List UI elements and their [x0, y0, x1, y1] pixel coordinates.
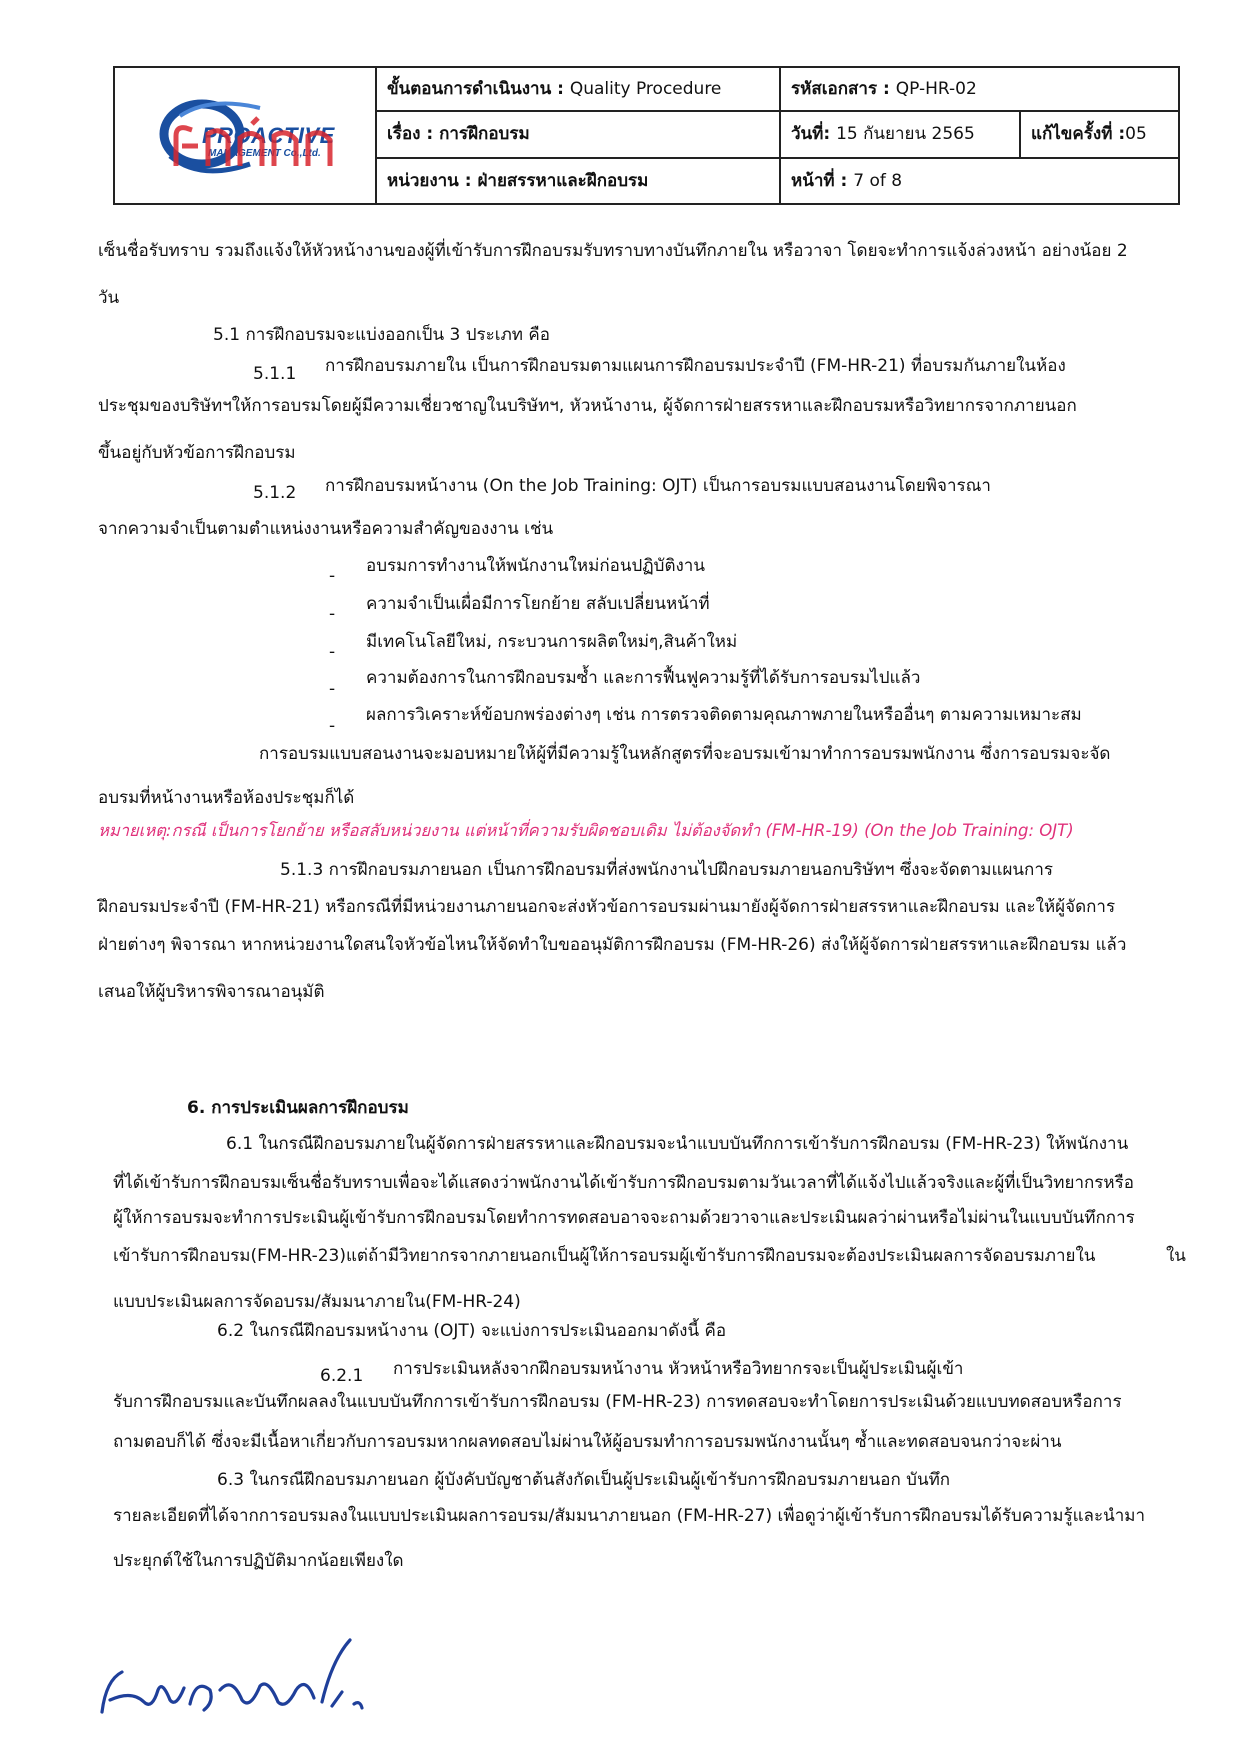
- revision-label: แก้ไขครั้งที่ :: [1031, 124, 1126, 145]
- bullet-mark: -: [329, 642, 336, 662]
- subject-label: เรื่อง :: [387, 124, 440, 145]
- company-logo: [140, 86, 350, 186]
- list-item: ผลการวิเคราะห์ข้อบกพร่องต่างๆ เช่น การตรวจติดตามคุณภาพภายในหรืออื่นๆ ตามความเหมาะสม: [366, 705, 1082, 725]
- list-item: ความจำเป็นเผื่อมีการโยกย้าย สลับเปลี่ยนหน้าที่: [366, 594, 710, 614]
- department-cell: [376, 158, 780, 204]
- paragraph-line: อบรมที่หน้างานหรือห้องประชุมก็ได้: [98, 788, 355, 808]
- paragraph-line: วัน: [98, 288, 120, 308]
- paragraph-line: ขึ้นอยู่กับหัวข้อการฝึกอบรม: [98, 443, 296, 463]
- paragraph-line: การฝึกอบรมภายใน เป็นการฝึกอบรมตามแผนการฝึกอบรมประจำปี (FM-HR-21) ที่อบรมกันภายในห้อง: [325, 356, 1066, 376]
- section-6-1-line: 6.1 ในกรณีฝึกอบรมภายในผู้จัดการฝ่ายสรรหาและฝึกอบรมจะนำแบบบันทึกการเข้ารับการฝึกอบรม (FM-HR-23) ให้พนักงาน: [226, 1134, 1129, 1154]
- paragraph-line: ที่ได้เข้ารับการฝึกอบรมเซ็นชื่อรับทราบเพื่อจะได้แสดงว่าพนักงานได้เข้ารับการฝึกอบรมตามวันเวลาที่ได้แจ้งไปแล้วจริงและผู้ที่เป็นวิทยากรหรือ: [113, 1173, 1134, 1193]
- doc-code-value: QP-HR-02: [895, 78, 977, 99]
- section-6-2-heading: 6.2 ในกรณีฝึกอบรมหน้างาน (OJT) จะแบ่งการประเมินออกมาดังนี้ คือ: [217, 1321, 727, 1341]
- doc-code-cell: [780, 67, 1179, 111]
- paragraph-line: การฝึกอบรมหน้างาน (On the Job Training: OJT) เป็นการอบรมแบบสอนงานโดยพิจารณา: [325, 476, 991, 496]
- section-5-1-1-number: 5.1.1: [253, 364, 297, 384]
- paragraph-line: ผู้ให้การอบรมจะทำการประเมินผู้เข้ารับการฝึกอบรมโดยทำการทดสอบอาจจะถามด้วยวาจาและประเมินผลว่าผ่านหรือไม่ผ่านในแบบบันทึกการ: [113, 1208, 1135, 1228]
- section-5-1-3-line: 5.1.3 การฝึกอบรมภายนอก เป็นการฝึกอบรมที่ส่งพนักงานไปฝึกอบรมภายนอกบริษัทฯ ซึ่งจะจัดตามแผนการ: [280, 860, 1054, 880]
- list-item: ความต้องการในการฝึกอบรมซ้ำ และการฟื้นฟูความรู้ที่ได้รับการอบรมไปแล้ว: [366, 668, 921, 688]
- procedure-cell: [376, 67, 780, 111]
- paragraph-line: ประยุกต์ใช้ในการปฏิบัติมากน้อยเพียงใด: [113, 1551, 404, 1571]
- paragraph-line: ถามตอบก็ได้ ซึ่งจะมีเนื้อหาเกี่ยวกับการอบรมหากผลทดสอบไม่ผ่านให้ผู้อบรมทำการอบรมพนักงานนั้นๆ ซ้ำและทดสอบจนกว่าจะผ่าน: [113, 1432, 1062, 1452]
- date-label: วันที่:: [791, 124, 837, 145]
- logo-subtext: MANAGEMENT Co.,Ltd.: [208, 147, 321, 159]
- paragraph-line: รับการฝึกอบรมและบันทึกผลลงในแบบบันทึกการเข้ารับการฝึกอบรม (FM-HR-23) การทดสอบจะทำโดยการประเมินด้วยแบบทดสอบหรือการ: [113, 1392, 1122, 1412]
- section-6-heading: 6. การประเมินผลการฝึกอบรม: [187, 1098, 409, 1118]
- department-label: หน่วยงาน :: [387, 170, 478, 191]
- section-5-1-2-number: 5.1.2: [253, 483, 297, 503]
- doc-code-label: รหัสเอกสาร :: [791, 78, 896, 99]
- paragraph-line: รายละเอียดที่ได้จากการอบรมลงในแบบประเมินผลการอบรม/สัมมนาภายนอก (FM-HR-27) เพื่อดูว่าผู้เข้ารับการฝึกอบรมได้รับความรู้และนำมา: [113, 1506, 1146, 1526]
- department-value: ฝ่ายสรรหาและฝึกอบรม: [477, 170, 649, 191]
- paragraph-line: ใน: [1166, 1246, 1186, 1266]
- paragraph-line: ฝึกอบรมประจำปี (FM-HR-21) หรือกรณีที่มีหน่วยงานภายนอกจะส่งหัวข้อการอบรมผ่านมายังผู้จัดการฝ่ายสรรหาและฝึกอบรม และให้ผู้จัดการ: [98, 897, 1116, 917]
- logo-wordmark: PROACTIVE: [202, 122, 335, 148]
- remark-note: หมายเหตุ:กรณี เป็นการโยกย้าย หรือสลับหน่วยงาน แต่หน้าที่ความรับผิดชอบเดิม ไม่ต้องจัดทำ (FM-HR-19) (On the Job Training: OJT): [98, 821, 1074, 840]
- controlled-copy-stamp: [168, 116, 338, 180]
- paragraph-line: ประชุมของบริษัทฯให้การอบรมโดยผู้มีความเชี่ยวชาญในบริษัทฯ, หัวหน้างาน, ผู้จัดการฝ่ายสรรหาและฝึกอบรมหรือวิทยากรจากภายนอก: [98, 396, 1077, 416]
- list-item: อบรมการทำงานให้พนักงานใหม่ก่อนปฏิบัติงาน: [366, 556, 705, 576]
- paragraph-line: แบบประเมินผลการจัดอบรม/สัมมนาภายใน(FM-HR-24): [113, 1292, 521, 1312]
- document-header-table: [113, 66, 1180, 205]
- paragraph-line: เซ็นชื่อรับทราบ รวมถึงแจ้งให้หัวหน้างานของผู้ที่เข้ารับการฝึกอบรมรับทราบทางบันทึกภายใน หรือวาจา โดยจะทำการแจ้งล่วงหน้า อย่างน้อย 2: [98, 241, 1128, 261]
- bullet-mark: -: [329, 604, 336, 624]
- subject-value: การฝึกอบรม: [439, 124, 530, 145]
- date-cell: [780, 111, 1020, 158]
- revision-value: 05: [1125, 124, 1147, 145]
- date-value: 15 กันยายน 2565: [836, 124, 975, 145]
- page-value: 7 of 8: [853, 170, 903, 191]
- paragraph-line: การอบรมแบบสอนงานจะมอบหมายให้ผู้ที่มีความรู้ในหลักสูตรที่จะอบรมเข้ามาทำการอบรมพนักงาน ซึ่งการอบรมจะจัด: [259, 744, 1111, 764]
- list-item: มีเทคโนโลยีใหม่, กระบวนการผลิตใหม่ๆ,สินค้าใหม่: [366, 632, 738, 652]
- revision-cell: [1020, 111, 1179, 158]
- logo-cell: [114, 67, 376, 204]
- page-number-cell: [780, 158, 1179, 204]
- procedure-value: Quality Procedure: [569, 78, 722, 99]
- bullet-mark: -: [329, 716, 336, 736]
- page-label: หน้าที่ :: [791, 170, 854, 191]
- paragraph-line: จากความจำเป็นตามตำแหน่งงานหรือความสำคัญของงาน เช่น: [98, 519, 554, 539]
- subject-cell: [376, 111, 780, 158]
- bullet-mark: -: [329, 679, 336, 699]
- section-5-1-heading: 5.1 การฝึกอบรมจะแบ่งออกเป็น 3 ประเภท คือ: [213, 325, 550, 345]
- section-6-2-1-number: 6.2.1: [320, 1366, 364, 1386]
- paragraph-line: การประเมินหลังจากฝึกอบรมหน้างาน หัวหน้าหรือวิทยากรจะเป็นผู้ประเมินผู้เข้า: [393, 1359, 964, 1379]
- signature: [92, 1620, 392, 1730]
- paragraph-line: ฝ่ายต่างๆ พิจารณา หากหน่วยงานใดสนใจหัวข้อไหนให้จัดทำใบขออนุมัติการฝึกอบรม (FM-HR-26) ส่งให้ผู้จัดการฝ่ายสรรหาและฝึกอบรม แล้ว: [98, 935, 1127, 955]
- paragraph-line: เสนอให้ผู้บริหารพิจารณาอนุมัติ: [98, 982, 325, 1002]
- section-6-3-line: 6.3 ในกรณีฝึกอบรมภายนอก ผู้บังคับบัญชาต้นสังกัดเป็นผู้ประเมินผู้เข้ารับการฝึกอบรมภายนอก บันทึก: [217, 1470, 951, 1490]
- bullet-mark: -: [329, 566, 336, 586]
- procedure-label: ขั้นตอนการดำเนินงาน :: [387, 78, 570, 99]
- paragraph-line: เข้ารับการฝึกอบรม(FM-HR-23)แต่ถ้ามีวิทยากรจากภายนอกเป็นผู้ให้การอบรมผู้เข้ารับการฝึกอบรมจะต้องประเมินผลการจัดอบรมภายใน: [113, 1246, 1096, 1266]
